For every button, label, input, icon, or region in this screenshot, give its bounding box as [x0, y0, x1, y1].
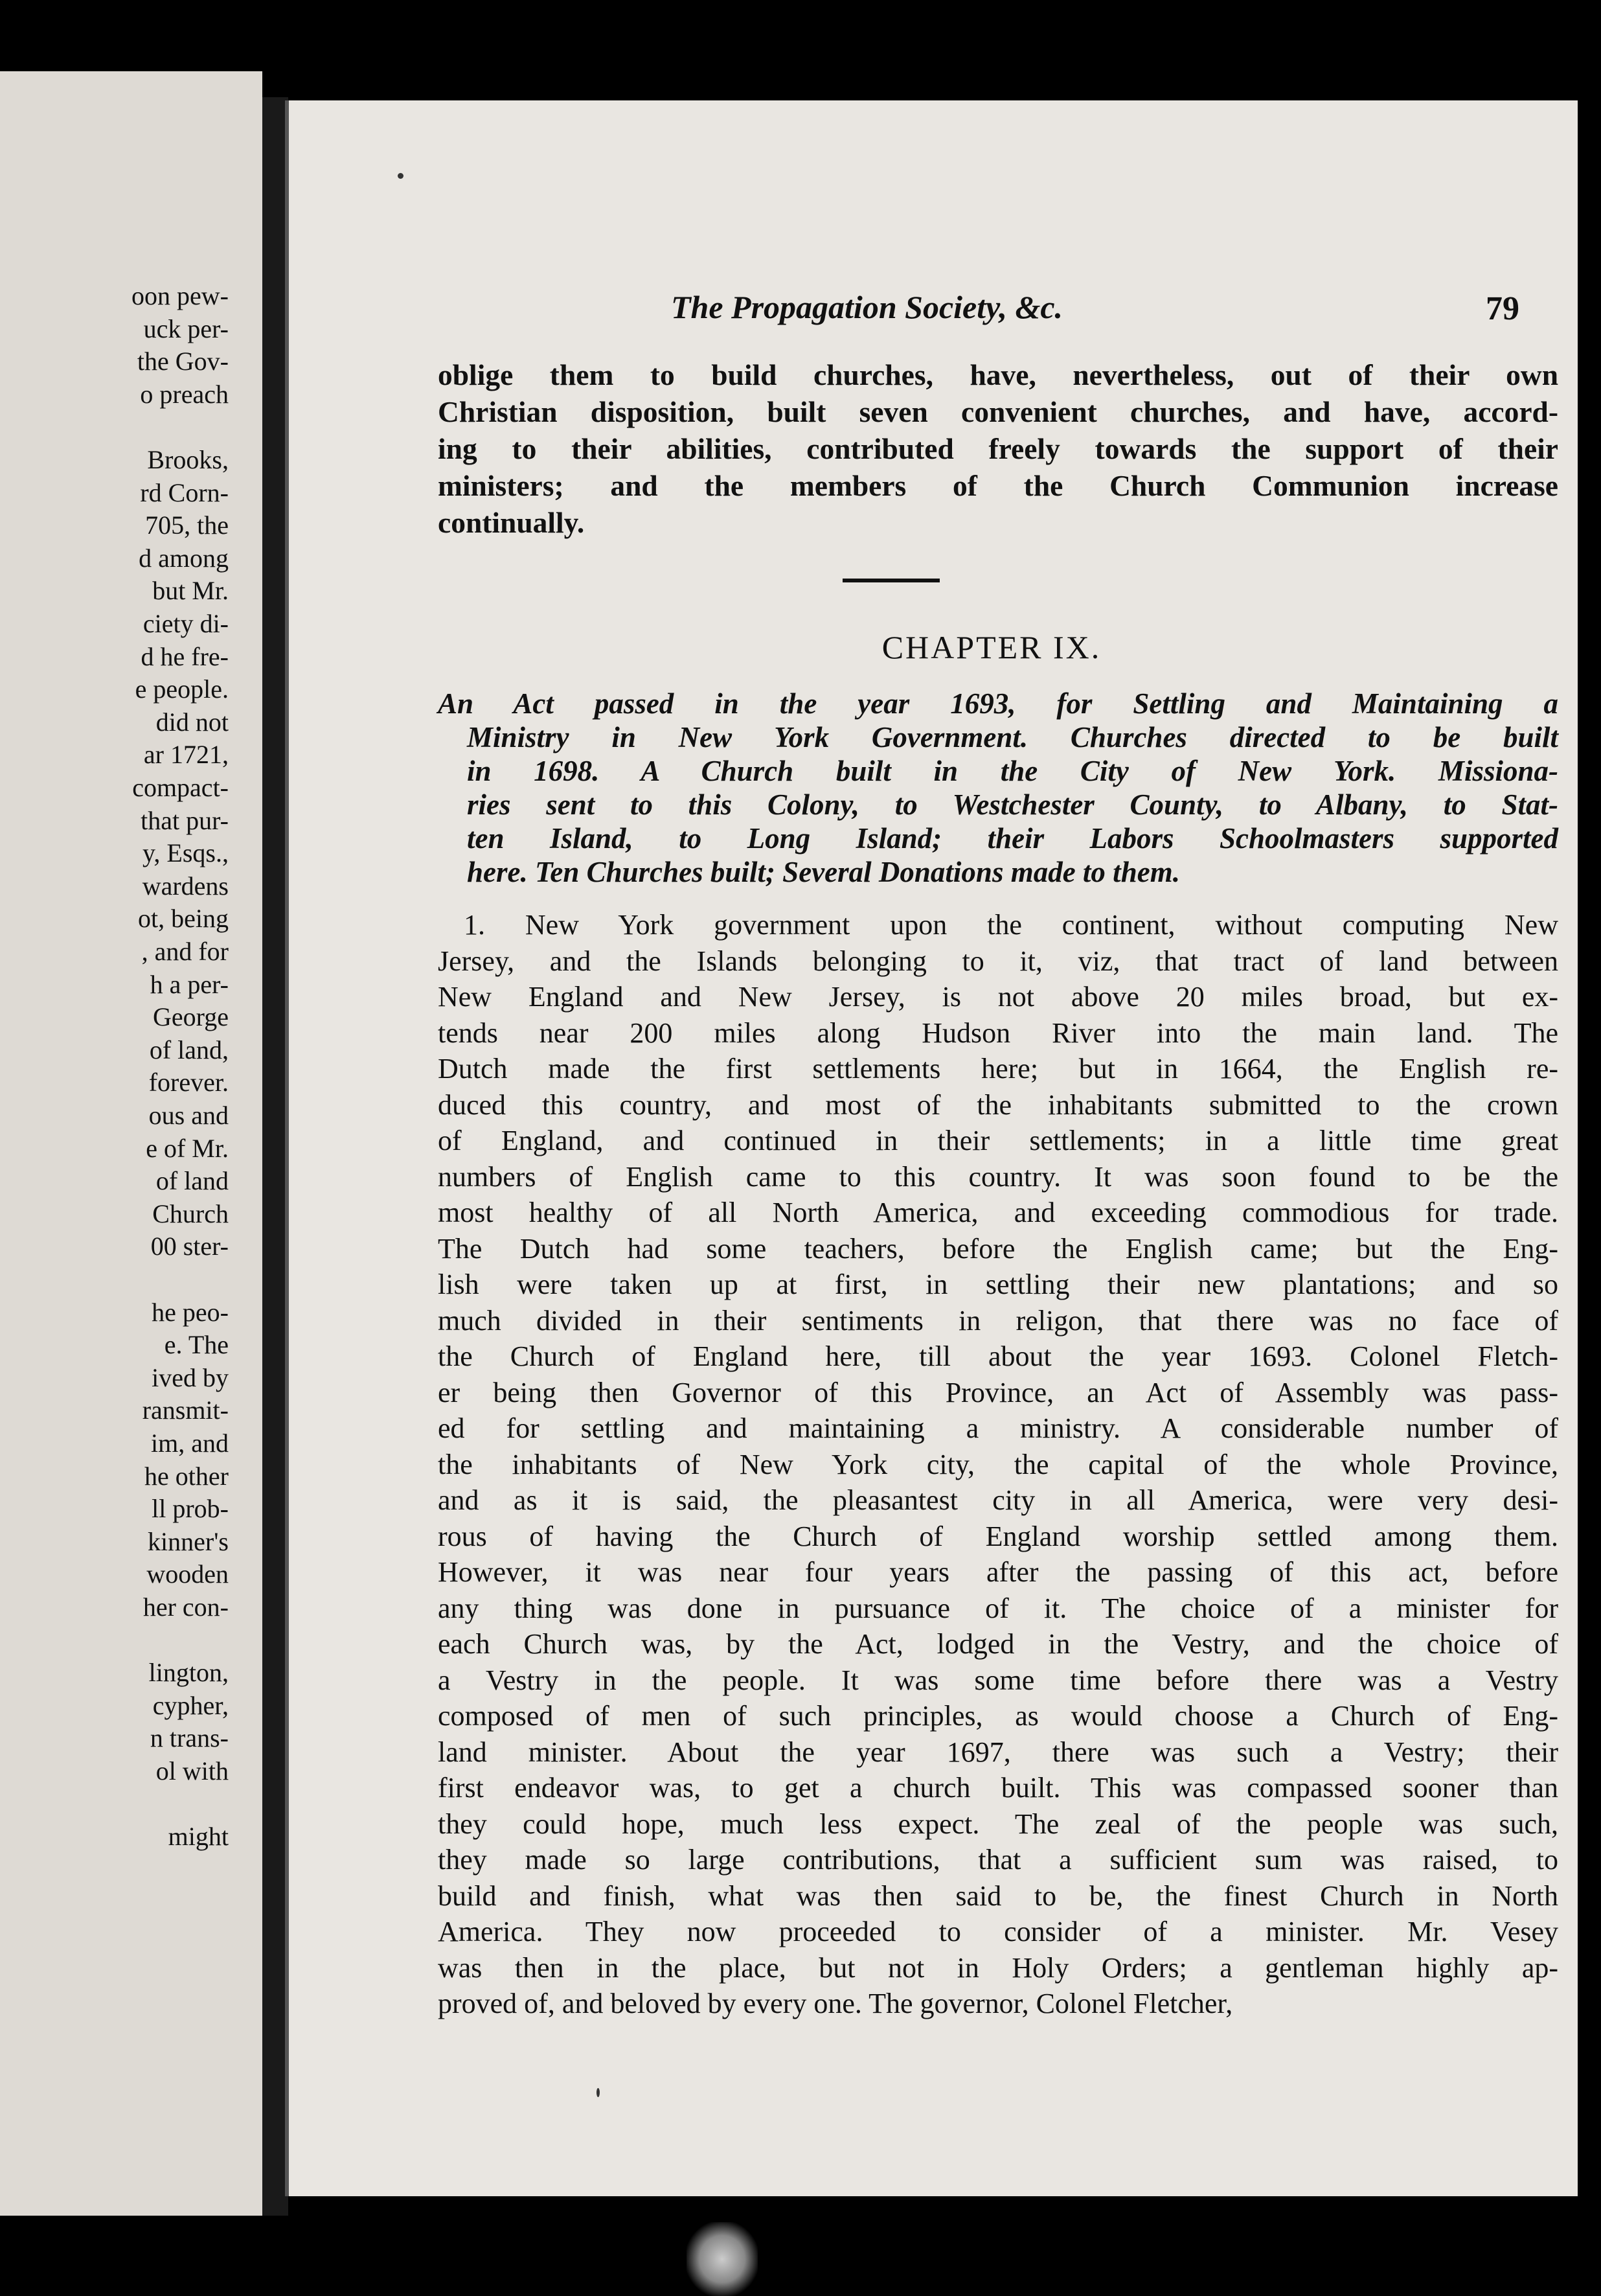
text-line: and as it is said, the pleasantest city in all America, were very desi- [438, 1484, 1558, 1516]
left-page-line: 00 ster- [150, 1232, 229, 1261]
text-line: land minister. About the year 1697, there was such a Vestry; their [438, 1736, 1558, 1768]
left-page-line: uck per- [143, 314, 229, 343]
left-page-line: ciety di- [142, 609, 229, 638]
text-line: duced this country, and most of the inhabitants submitted to the crown [438, 1088, 1558, 1121]
left-page-line: ous and [148, 1101, 229, 1130]
left-page-line: wooden [146, 1559, 229, 1589]
text-line: much divided in their sentiments in religon, that there was no face of [438, 1304, 1558, 1337]
summary-line: ries sent to this Colony, to Westchester County, to Albany, to Stat- [467, 788, 1558, 821]
chapter-summary [438, 687, 1558, 889]
left-page-line: he other [144, 1461, 229, 1491]
left-page-line: Church [152, 1199, 229, 1228]
left-page-line: rd Corn- [140, 477, 229, 507]
left-page-line: compact- [132, 773, 229, 802]
left-page-line: that pur- [141, 805, 229, 835]
left-page-line: e. The [164, 1330, 229, 1360]
left-page-line: her con- [142, 1592, 229, 1622]
left-page-line: 705, the [145, 511, 229, 540]
text-line: Jersey, and the Islands belonging to it, viz, that tract of land between [438, 945, 1558, 977]
chapter-heading: CHAPTER IX. [881, 629, 1102, 665]
left-page-line: George [153, 1002, 229, 1032]
text-line: build and finish, what was then said to be, the finest Church in North [438, 1879, 1558, 1912]
left-page-line: kinner's [148, 1526, 229, 1556]
right-page [285, 100, 1578, 2196]
page-speck [398, 173, 403, 179]
text-line: ed for settling and maintaining a ministry. A considerable number of [438, 1412, 1558, 1444]
text-line: they made so large contributions, that a sufficient sum was raised, to [438, 1844, 1558, 1876]
running-head: The Propagation Society, &c. [671, 289, 1063, 325]
text-line: of England, and continued in their settlements; in a little time great [438, 1125, 1558, 1156]
text-line: each Church was, by the Act, lodged in the Vestry, and the choice of [438, 1628, 1558, 1660]
left-page-line: d he fre- [141, 641, 229, 671]
summary-line: in 1698. A Church built in the City of New York. Missiona- [467, 755, 1558, 787]
left-page-line: lington, [148, 1658, 229, 1688]
left-page-line: the Gov- [137, 347, 229, 376]
left-page-line: did not [155, 707, 229, 737]
left-page-line: o preach [140, 379, 229, 409]
summary-line: here. Ten Churches built; Several Donations made to them. [467, 856, 1180, 888]
left-page-line: ar 1721, [143, 740, 229, 770]
text-line: the Church of England here, till about the year 1693. Colonel Fletch- [438, 1340, 1558, 1372]
left-page-line: ll prob- [152, 1494, 229, 1524]
text-line: ing to their abilities, contributed freely towards the support of their [438, 432, 1558, 465]
page-number: 79 [1486, 290, 1519, 327]
left-page-line: of land, [149, 1035, 229, 1064]
summary-line: Ministry in New York Government. Churches directed to be built [467, 721, 1558, 753]
text-line: The Dutch had some teachers, before the English came; but the Eng- [438, 1232, 1558, 1265]
left-page-line: cypher, [152, 1690, 229, 1720]
left-page-line: im, and [151, 1429, 229, 1458]
text-line: rous of having the Church of England worship settled among them. [438, 1520, 1558, 1552]
left-page-line: Brooks, [147, 445, 229, 474]
left-page-line: might [168, 1822, 229, 1852]
summary-line: ten Island, to Long Island; their Labors Schoolmasters supported [467, 822, 1558, 855]
text-line: However, it was near four years after the passing of this act, before [438, 1556, 1558, 1588]
text-line: Dutch made the first settlements here; but in 1664, the English re- [438, 1053, 1558, 1085]
text-line: they could hope, much less expect. The zeal of the people was such, [438, 1808, 1558, 1840]
text-line: tends near 200 miles along Hudson River into the main land. The [438, 1016, 1558, 1049]
text-line: er being then Governor of this Province, an Act of Assembly was pass- [438, 1376, 1558, 1408]
left-page-line: e of Mr. [146, 1133, 229, 1163]
left-page-line: ot, being [138, 904, 229, 934]
text-line: a Vestry in the people. It was some time before there was a Vestry [438, 1664, 1558, 1696]
left-page-line: he peo- [152, 1297, 229, 1327]
text-line: first endeavor was, to get a church built. This was compassed sooner than [438, 1772, 1558, 1804]
text-line: was then in the place, but not in Holy Orders; a gentleman highly ap- [438, 1951, 1558, 1984]
text-line: the inhabitants of New York city, the capital of the whole Province, [438, 1448, 1558, 1480]
summary-line: An Act passed in the year 1693, for Settling and Maintaining a [438, 687, 1558, 720]
book-gutter [262, 97, 288, 2216]
text-line: proved of, and beloved by every one. The governor, Colonel Fletcher, [438, 1988, 1233, 2019]
left-page-line: ransmit- [142, 1395, 229, 1425]
text-line: ministers; and the members of the Church Communion increase [438, 469, 1558, 502]
left-page-line: wardens [142, 871, 229, 901]
left-page-line: but Mr. [152, 576, 229, 606]
text-line: numbers of English came to this country. It was soon found to be the [438, 1160, 1558, 1193]
left-page-line: y, Esqs., [142, 838, 229, 868]
text-line: New England and New Jersey, is not above 20 miles broad, but ex- [438, 981, 1558, 1013]
page-speck [596, 2088, 600, 2097]
text-line: continually. [438, 506, 585, 539]
left-page-line: h a per- [150, 969, 229, 999]
text-line: any thing was done in pursuance of it. The choice of a minister for [438, 1592, 1558, 1624]
body-paragraph [438, 907, 1558, 2022]
text-line: composed of men of such principles, as would choose a Church of Eng- [438, 1700, 1558, 1732]
text-line: 1. New York government upon the continent, without computing New [464, 909, 1558, 941]
text-line: lish were taken up at first, in settling their new plantations; and so [438, 1269, 1558, 1300]
opening-paragraph [438, 356, 1558, 541]
left-page-line: oon pew- [131, 281, 229, 310]
left-page-line: forever. [148, 1068, 229, 1097]
left-page-fragment [0, 71, 262, 2216]
text-line: most healthy of all North America, and exceeding commodious for trade. [438, 1197, 1558, 1228]
left-page-line: of land [155, 1166, 229, 1196]
left-page-line: , and for [141, 937, 229, 966]
left-page-line: n trans- [150, 1723, 229, 1753]
text-line: America. They now proceeded to consider of a minister. Mr. Vesey [438, 1916, 1558, 1947]
scan-artifact [687, 2222, 758, 2296]
left-page-line: e people. [135, 674, 229, 704]
left-page-line: d among [139, 543, 229, 573]
text-line: Christian disposition, built seven convenient churches, and have, accord- [438, 395, 1558, 428]
text-line: oblige them to build churches, have, nevertheless, out of their own [438, 358, 1558, 391]
left-page-line: ol with [155, 1756, 229, 1785]
left-page-line: ived by [152, 1362, 229, 1392]
section-divider-rule [843, 579, 940, 582]
